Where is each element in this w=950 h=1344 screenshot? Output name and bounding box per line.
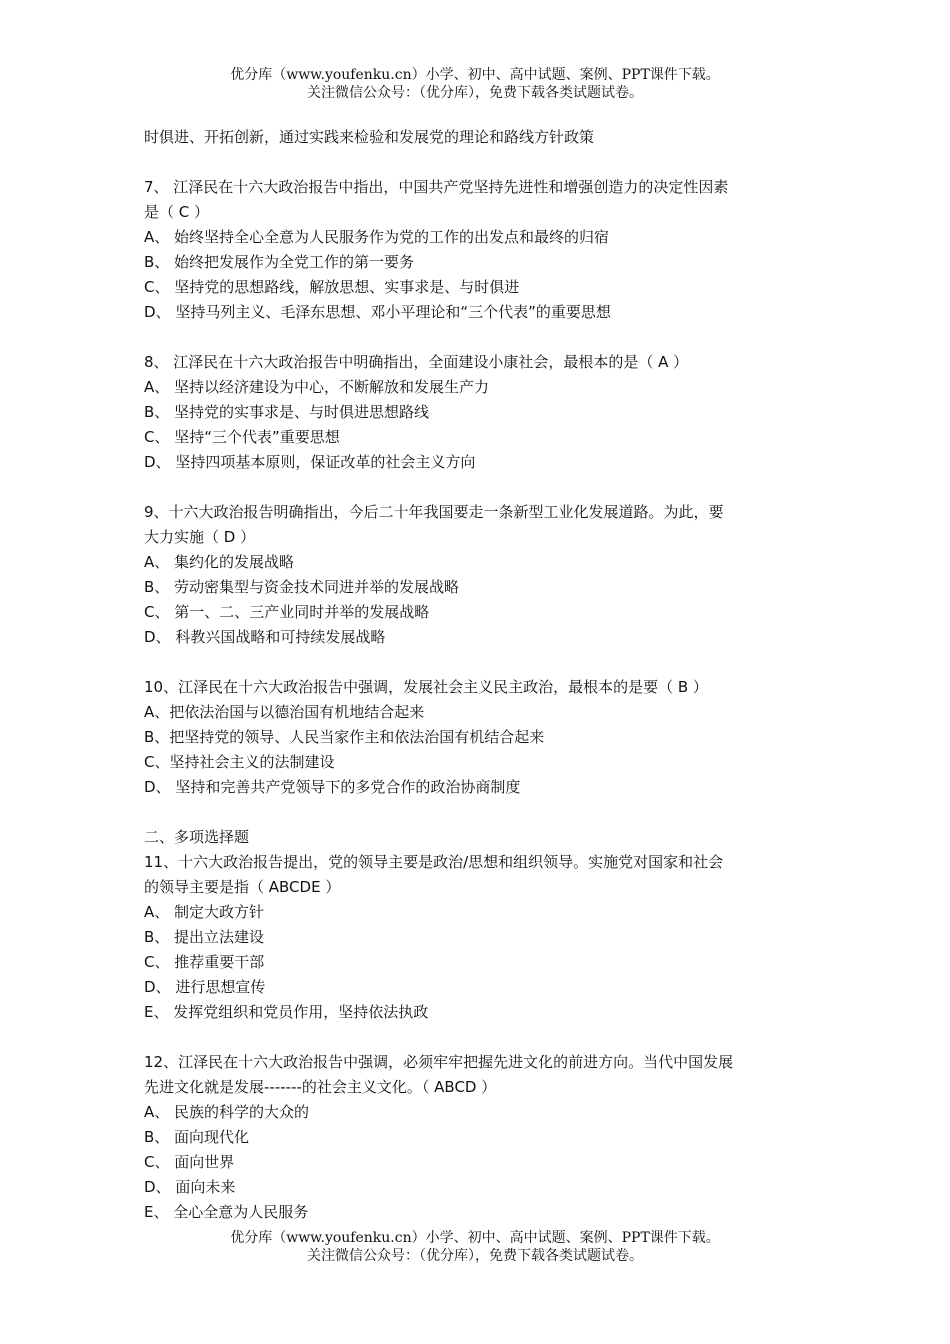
intro-text: 时俱进、开拓创新，通过实践来检验和发展党的理论和路线方针政策	[144, 128, 595, 146]
option-c: C、坚持社会主义的法制建设	[144, 753, 335, 771]
option-c: C、 坚持“三个代表”重要思想	[144, 428, 340, 446]
option-d: D、 进行思想宣传	[144, 978, 266, 996]
footer-line-2: 关注微信公众号：（优分库），免费下载各类试题试卷。	[307, 1248, 643, 1264]
question-stem: 先进文化就是发展-------的社会主义文化。（ ABCD ）	[144, 1078, 497, 1096]
option-d: D、 科教兴国战略和可持续发展战略	[144, 628, 386, 646]
option-b: B、 面向现代化	[144, 1128, 250, 1146]
question-stem: 10、江泽民在十六大政治报告中强调，发展社会主义民主政治，最根本的是要（ B ）	[144, 678, 708, 696]
option-b: B、 劳动密集型与资金技术同进并举的发展战略	[144, 578, 460, 596]
page-footer	[0, 1229, 950, 1265]
option-d: D、 坚持四项基本原则，保证改革的社会主义方向	[144, 453, 476, 471]
option-d: D、 面向未来	[144, 1178, 236, 1196]
option-c: C、 面向世界	[144, 1153, 235, 1171]
footer-line-1: 优分库（www.youfenku.cn）小学、初中、高中试题、案例、PPT课件下载。	[230, 1230, 720, 1246]
option-a: A、 始终坚持全心全意为人民服务作为党的工作的出发点和最终的归宿	[144, 228, 610, 246]
option-a: A、 坚持以经济建设为中心，不断解放和发展生产力	[144, 378, 490, 396]
question-9	[144, 500, 814, 650]
document-body	[144, 125, 814, 1225]
option-b: B、 坚持党的实事求是、与时俱进思想路线	[144, 403, 430, 421]
option-b: B、把坚持党的领导、人民当家作主和依法治国有机结合起来	[144, 728, 545, 746]
header-line-2: 关注微信公众号：（优分库），免费下载各类试题试卷。	[307, 85, 643, 101]
option-d: D、 坚持和完善共产党领导下的多党合作的政治协商制度	[144, 778, 521, 796]
option-a: A、把依法治国与以德治国有机地结合起来	[144, 703, 425, 721]
header-line-1: 优分库（www.youfenku.cn）小学、初中、高中试题、案例、PPT课件下载。	[230, 67, 720, 83]
question-7	[144, 175, 814, 325]
question-stem: 8、 江泽民在十六大政治报告中明确指出，全面建设小康社会，最根本的是（ A ）	[144, 353, 689, 371]
section-heading: 二、多项选择题	[144, 828, 250, 846]
option-e: E、 全心全意为人民服务	[144, 1203, 309, 1221]
question-stem: 大力实施（ D ）	[144, 528, 256, 546]
question-stem: 是（ C ）	[144, 203, 210, 221]
option-c: C、 第一、二、三产业同时并举的发展战略	[144, 603, 430, 621]
option-a: A、 制定大政方针	[144, 903, 265, 921]
option-c: C、 坚持党的思想路线，解放思想、实事求是、与时俱进	[144, 278, 520, 296]
question-stem: 11、十六大政治报告提出，党的领导主要是政治/思想和组织领导。实施党对国家和社会	[144, 853, 724, 871]
page-header	[0, 66, 950, 102]
option-b: B、 提出立法建设	[144, 928, 265, 946]
question-stem: 9、十六大政治报告明确指出，今后二十年我国要走一条新型工业化发展道路。为此，要	[144, 503, 724, 521]
question-stem: 12、江泽民在十六大政治报告中强调，必须牢牢把握先进文化的前进方向。当代中国发展	[144, 1053, 734, 1071]
question-10	[144, 675, 814, 800]
question-stem: 的领导主要是指（ ABCDE ）	[144, 878, 341, 896]
question-8	[144, 350, 814, 475]
option-d: D、 坚持马列主义、毛泽东思想、邓小平理论和“三个代表”的重要思想	[144, 303, 611, 321]
question-12	[144, 1050, 814, 1225]
option-e: E、 发挥党组织和党员作用，坚持依法执政	[144, 1003, 429, 1021]
option-a: A、 民族的科学的大众的	[144, 1103, 310, 1121]
question-stem: 7、 江泽民在十六大政治报告中指出，中国共产党坚持先进性和增强创造力的决定性因素	[144, 178, 729, 196]
question-11	[144, 850, 814, 1025]
option-a: A、 集约化的发展战略	[144, 553, 295, 571]
option-c: C、 推荐重要干部	[144, 953, 265, 971]
option-b: B、 始终把发展作为全党工作的第一要务	[144, 253, 415, 271]
